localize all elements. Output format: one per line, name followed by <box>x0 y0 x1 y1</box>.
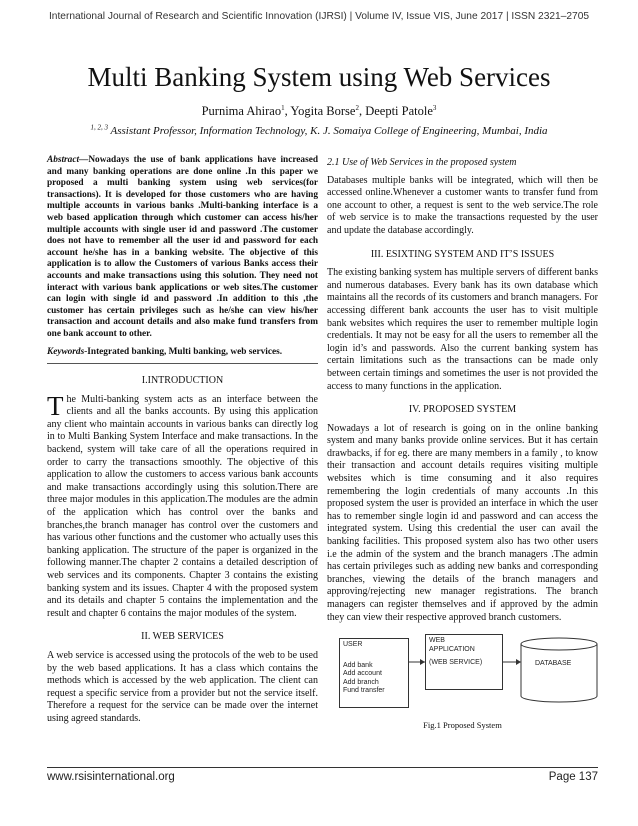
arrow-head-icon <box>516 659 521 665</box>
author-sep: , <box>284 104 291 118</box>
keywords-text: Integrated banking, Multi banking, web services. <box>87 346 283 357</box>
abstract-lead: Abstract <box>47 155 80 165</box>
footer-website: www.rsisinternational.org <box>47 771 175 783</box>
database-label: DATABASE <box>535 660 572 668</box>
introduction-body: he Multi-banking system acts as an interface between the clients and all the banks accounts. By using this application any client who maintain accounts in various banks can directly log in to Multi Banking System Interface and make transactions. In the backend, system will take care of all the operations required in order to carry the transactions smoothly. The objective of this application to allow the customers to access various bank accounts and make transactions accordingly using this solution.There are three major modules in this application.The modules are the admin of the application which has control over the banks and branches,the branch manager has control over the customers and has various other functions and the customer who actually uses this banking application. The structure of the paper is organized in the following manner.The chapter 2 contains a detailed description of web services and its components. Chapter 3 contains the existing banking system and its issues. Chapter 4 with the proposed system and its details and chapter 5 contains the implementation and the result and chapter 6 contains the major modules of the system. <box>47 393 318 619</box>
keywords-lead: Keywords- <box>47 346 88 357</box>
database-cylinder-top <box>521 638 597 650</box>
author-name: Purnima Ahirao <box>201 104 282 118</box>
existing-system-text: The existing banking system has multiple servers of different banks and numerous databases. Every bank has its own database which maintains all the records of its customers and branch managers. For accessing different bank accounts the user has to visit multiple bank websites which requires the user to remember multiple login credentials. It may not be easy for all the users to remember all the login id’s and passwords. Also the current banking system has certain limitations such as the transactions can be made only between certain timings and sometimes the user is not provided the access to many functions in the application. <box>327 267 598 392</box>
keywords <box>47 346 318 365</box>
user-box-item: Fund transfer <box>343 687 385 695</box>
footer-divider <box>47 767 598 768</box>
figure-connectors <box>327 634 598 714</box>
web-box-line: APPLICATION <box>429 645 475 653</box>
database-cylinder-body <box>521 644 597 702</box>
author-name: Yogita Borse <box>290 104 356 118</box>
affiliation-text: Assistant Professor, Information Technology, K. J. Somaiya College of Engineering, Mumbai, India <box>110 125 548 137</box>
user-box-item: Add account <box>343 670 382 678</box>
paper-title: Multi Banking System using Web Services <box>87 62 551 92</box>
abstract-text: —Nowadays the use of bank applications have increased and many banking operations are done online .In this paper we proposed a multi banking system using web services(for transactions). It is developed for those customers who are having multiple accounts in various banks .Multi-banking interface is a web based application through which customer can access his/her multiple accounts with single user id and password .The customer does not have to remember all the user id and password for each account he/she has in a banking website. The objective of this application is to allow the Customers of various Banks access their accounts and make transactions using this solution. They need not interact with various bank applications or web sites.The customer can login with single id and password .In addition to this ,the customer has certain privileges such as he/she can view his/her transaction and account details and also make fund transfers from one bank account to other. <box>47 155 318 339</box>
left-column <box>47 155 318 726</box>
section-heading-existing-system: III. ESIXTING SYSTEM AND IT’S ISSUES <box>370 248 555 260</box>
subsection-heading-2-1: 2.1 Use of Web Services in the proposed system <box>327 157 517 168</box>
user-box-item: Add bank <box>343 661 373 669</box>
author-list <box>0 104 638 119</box>
author-sup: 3 <box>432 103 437 112</box>
right-column <box>327 157 598 732</box>
web-services-text: A web service is accessed using the protocols of the web to be used by the web based applications. It has a class which contains the methods which is accessed by the web application. The client can request a specific service from a provider but not the service itself. Therefore a request for the service can be made over the internet using agreed standards. <box>47 649 318 724</box>
journal-header: International Journal of Research and Scientific Innovation (IJRSI) | Volume IV, Issue VIS, June 2017 | ISSN 2321–2705 <box>48 11 590 22</box>
subsection-2-1-text: Databases multiple banks will be integrated, which will then be accessed online.Whenever a customer wants to transfer fund from one account to other, a request is sent to the web service.The role of web service is to make the transactions requested by the user and update the database accordingly. <box>327 174 598 236</box>
section-heading-proposed-system: IV. PROPOSED SYSTEM <box>408 404 517 416</box>
proposed-system-figure <box>327 634 598 714</box>
section-heading-introduction: I.INTRODUCTION <box>141 375 224 387</box>
abstract <box>47 155 318 341</box>
user-box-item: Add branch <box>343 678 379 686</box>
introduction-text <box>47 390 318 621</box>
arrow-head-icon <box>420 659 425 665</box>
drop-cap: T <box>47 390 64 421</box>
affiliation-sup: 1, 2, 3 <box>90 123 108 132</box>
affiliation <box>0 125 638 137</box>
author-sup: 1 <box>281 103 285 112</box>
proposed-system-text: Nowadays a lot of research is going on in the online banking system and many banks provide online services. But it has certain drawbacks, if for eg. there are many members in a family , to know their transaction and account details requires visiting multiple websites which is time consuming and it also requires remembering the login credentials of many accounts .In this proposed system the user is provided an interface in which the user has to remember single login id and password and can access the integrated system. Using this credential the user can avail the banking facilities. This proposed system also has two other users i.e the admin of the system and the branch managers .The admin has certain privileges such as adding new banks and corresponding branches, viewing the details of the branch managers and approving/rejecting new manager registrations. The branch managers can register themselves and if approved by the admin they can view their respective approved branch customers. <box>327 422 598 623</box>
author-name: Deepti Patole <box>365 104 433 118</box>
web-box-line: WEB <box>429 637 445 645</box>
web-box-line: (WEB SERVICE) <box>429 659 483 667</box>
figure-caption: Fig.1 Proposed System <box>423 720 502 731</box>
author-sep: , <box>358 104 366 118</box>
author-sup: 2 <box>355 103 359 112</box>
user-box-title: USER <box>343 641 363 649</box>
section-heading-web-services: II. WEB SERVICES <box>141 631 224 643</box>
footer-page-number: Page 137 <box>548 771 598 783</box>
